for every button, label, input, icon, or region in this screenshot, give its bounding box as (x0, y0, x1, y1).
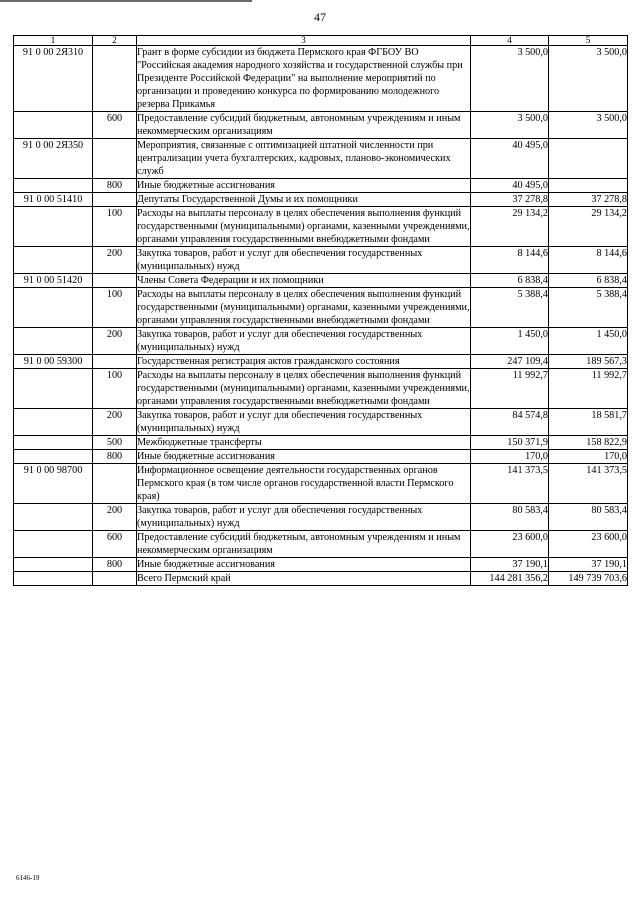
target-article-code (14, 504, 93, 531)
target-article-code (14, 409, 93, 436)
amount-col-5: 18 581,7 (549, 409, 628, 436)
expense-type-code: 200 (93, 328, 137, 355)
expense-name: Государственная регистрация актов гражданского состояния (137, 355, 471, 369)
expense-type-code: 200 (93, 247, 137, 274)
budget-row (14, 112, 628, 139)
expense-name: Грант в форме субсидии из бюджета Пермского края ФГБОУ ВО "Российская академия народного хозяйства и государственной службы при Президенте Российской Федерации" на выполнение мероприятий по организации и проведению конкурса по формированию молодежного резерва Прикамья (137, 46, 471, 112)
expense-name: Иные бюджетные ассигнования (137, 450, 471, 464)
amount-col-5: 37 190,1 (549, 558, 628, 572)
amount-col-4: 150 371,9 (471, 436, 549, 450)
amount-col-5: 3 500,0 (549, 112, 628, 139)
amount-col-4: 6 838,4 (471, 274, 549, 288)
budget-row (14, 139, 628, 179)
amount-col-5: 5 388,4 (549, 288, 628, 328)
target-article-code: 91 0 00 98700 (14, 464, 93, 504)
amount-col-4: 1 450,0 (471, 328, 549, 355)
target-article-code (14, 328, 93, 355)
amount-col-5: 158 822,9 (549, 436, 628, 450)
expense-type-code: 100 (93, 369, 137, 409)
budget-row (14, 369, 628, 409)
budget-row (14, 464, 628, 504)
amount-col-5: 1 450,0 (549, 328, 628, 355)
header-col-4: 4 (471, 36, 549, 46)
expense-type-code: 800 (93, 179, 137, 193)
header-col-5: 5 (549, 36, 628, 46)
page-number: 47 (314, 10, 326, 24)
expense-type-code (93, 46, 137, 112)
expense-type-code (93, 193, 137, 207)
target-article-code: 91 0 00 2Я350 (14, 139, 93, 179)
amount-col-5: 80 583,4 (549, 504, 628, 531)
expense-name: Депутаты Государственной Думы и их помощники (137, 193, 471, 207)
expense-type-code (93, 572, 137, 586)
target-article-code (14, 247, 93, 274)
amount-col-4: 141 373,5 (471, 464, 549, 504)
expense-name: Члены Совета Федерации и их помощники (137, 274, 471, 288)
budget-row (14, 558, 628, 572)
target-article-code (14, 450, 93, 464)
budget-row (14, 207, 628, 247)
amount-col-5: 189 567,3 (549, 355, 628, 369)
target-article-code: 91 0 00 2Я310 (14, 46, 93, 112)
budget-row (14, 531, 628, 558)
header-row (14, 36, 628, 46)
amount-col-4: 170,0 (471, 450, 549, 464)
expense-name: Закупка товаров, работ и услуг для обеспечения государственных (муниципальных) нужд (137, 409, 471, 436)
target-article-code: 91 0 00 51410 (14, 193, 93, 207)
budget-row (14, 46, 628, 112)
amount-col-4: 40 495,0 (471, 179, 549, 193)
amount-col-4: 247 109,4 (471, 355, 549, 369)
expense-name: Информационное освещение деятельности государственных органов Пермского края (в том числе органов государственной власти Пермского края) (137, 464, 471, 504)
amount-col-4: 11 992,7 (471, 369, 549, 409)
amount-col-5: 11 992,7 (549, 369, 628, 409)
expense-type-code (93, 274, 137, 288)
target-article-code (14, 288, 93, 328)
amount-col-5: 6 838,4 (549, 274, 628, 288)
target-article-code (14, 207, 93, 247)
budget-row (14, 193, 628, 207)
document-code: 6146-19 (16, 874, 40, 882)
amount-col-4: 40 495,0 (471, 139, 549, 179)
budget-row (14, 288, 628, 328)
amount-col-5: 23 600,0 (549, 531, 628, 558)
expense-name: Мероприятия, связанные с оптимизацией штатной численности при централизации учета бухгалтерских, кадровых, планово-экономических служб (137, 139, 471, 179)
expense-type-code: 500 (93, 436, 137, 450)
target-article-code (14, 369, 93, 409)
amount-col-4: 29 134,2 (471, 207, 549, 247)
budget-row (14, 355, 628, 369)
target-article-code (14, 436, 93, 450)
expense-name: Предоставление субсидий бюджетным, автономным учреждениям и иным некоммерческим организациям (137, 531, 471, 558)
amount-col-5: 8 144,6 (549, 247, 628, 274)
total-label: Всего Пермский край (137, 572, 471, 586)
expense-name: Закупка товаров, работ и услуг для обеспечения государственных (муниципальных) нужд (137, 504, 471, 531)
amount-col-4: 5 388,4 (471, 288, 549, 328)
budget-row (14, 179, 628, 193)
amount-col-4: 37 190,1 (471, 558, 549, 572)
expense-name: Закупка товаров, работ и услуг для обеспечения государственных (муниципальных) нужд (137, 328, 471, 355)
header-col-1: 1 (14, 36, 93, 46)
expense-type-code: 800 (93, 558, 137, 572)
amount-col-5 (549, 179, 628, 193)
expense-type-code (93, 355, 137, 369)
amount-col-5: 3 500,0 (549, 46, 628, 112)
amount-col-5 (549, 139, 628, 179)
amount-col-4: 8 144,6 (471, 247, 549, 274)
expense-type-code: 100 (93, 207, 137, 247)
amount-col-4: 80 583,4 (471, 504, 549, 531)
expense-type-code: 600 (93, 531, 137, 558)
target-article-code (14, 179, 93, 193)
expense-name: Расходы на выплаты персоналу в целях обеспечения выполнения функций государственными (муниципальными) органами, казенными учреждениями, органами управления государственными внебюджетными фондами (137, 289, 470, 326)
target-article-code: 91 0 00 51420 (14, 274, 93, 288)
expense-name: Межбюджетные трансферты (137, 436, 471, 450)
expense-type-code: 100 (93, 288, 137, 328)
expense-name: Иные бюджетные ассигнования (137, 558, 471, 572)
expense-name: Предоставление субсидий бюджетным, автономным учреждениям и иным некоммерческим организациям (137, 112, 471, 139)
header-col-3: 3 (137, 36, 471, 46)
amount-col-4: 3 500,0 (471, 46, 549, 112)
expense-type-code: 200 (93, 409, 137, 436)
scan-edge-line (0, 0, 252, 2)
expense-name: Иные бюджетные ассигнования (137, 179, 471, 193)
budget-row (14, 504, 628, 531)
budget-table (13, 35, 628, 586)
amount-col-5: 170,0 (549, 450, 628, 464)
budget-row (14, 247, 628, 274)
expense-name: Закупка товаров, работ и услуг для обеспечения государственных (муниципальных) нужд (137, 247, 471, 274)
budget-row (14, 328, 628, 355)
budget-row (14, 436, 628, 450)
header-col-2: 2 (93, 36, 137, 46)
amount-col-5: 29 134,2 (549, 207, 628, 247)
target-article-code (14, 112, 93, 139)
total-row (14, 572, 628, 586)
budget-row (14, 274, 628, 288)
expense-name: Расходы на выплаты персоналу в целях обеспечения выполнения функций государственными (муниципальными) органами, казенными учреждениями, органами управления государственными внебюджетными фондами (137, 208, 470, 245)
expense-type-code (93, 139, 137, 179)
total-amount-col-5: 149 739 703,6 (549, 572, 628, 586)
expense-type-code: 600 (93, 112, 137, 139)
expense-type-code: 200 (93, 504, 137, 531)
amount-col-5: 141 373,5 (549, 464, 628, 504)
expense-name: Расходы на выплаты персоналу в целях обеспечения выполнения функций государственными (муниципальными) органами, казенными учреждениями, органами управления государственными внебюджетными фондами (137, 370, 470, 407)
target-article-code (14, 572, 93, 586)
budget-row (14, 450, 628, 464)
target-article-code: 91 0 00 59300 (14, 355, 93, 369)
amount-col-4: 23 600,0 (471, 531, 549, 558)
amount-col-4: 3 500,0 (471, 112, 549, 139)
budget-row (14, 409, 628, 436)
amount-col-4: 84 574,8 (471, 409, 549, 436)
amount-col-4: 37 278,8 (471, 193, 549, 207)
total-amount-col-4: 144 281 356,2 (471, 572, 549, 586)
target-article-code (14, 558, 93, 572)
target-article-code (14, 531, 93, 558)
expense-type-code: 800 (93, 450, 137, 464)
expense-type-code (93, 464, 137, 504)
amount-col-5: 37 278,8 (549, 193, 628, 207)
